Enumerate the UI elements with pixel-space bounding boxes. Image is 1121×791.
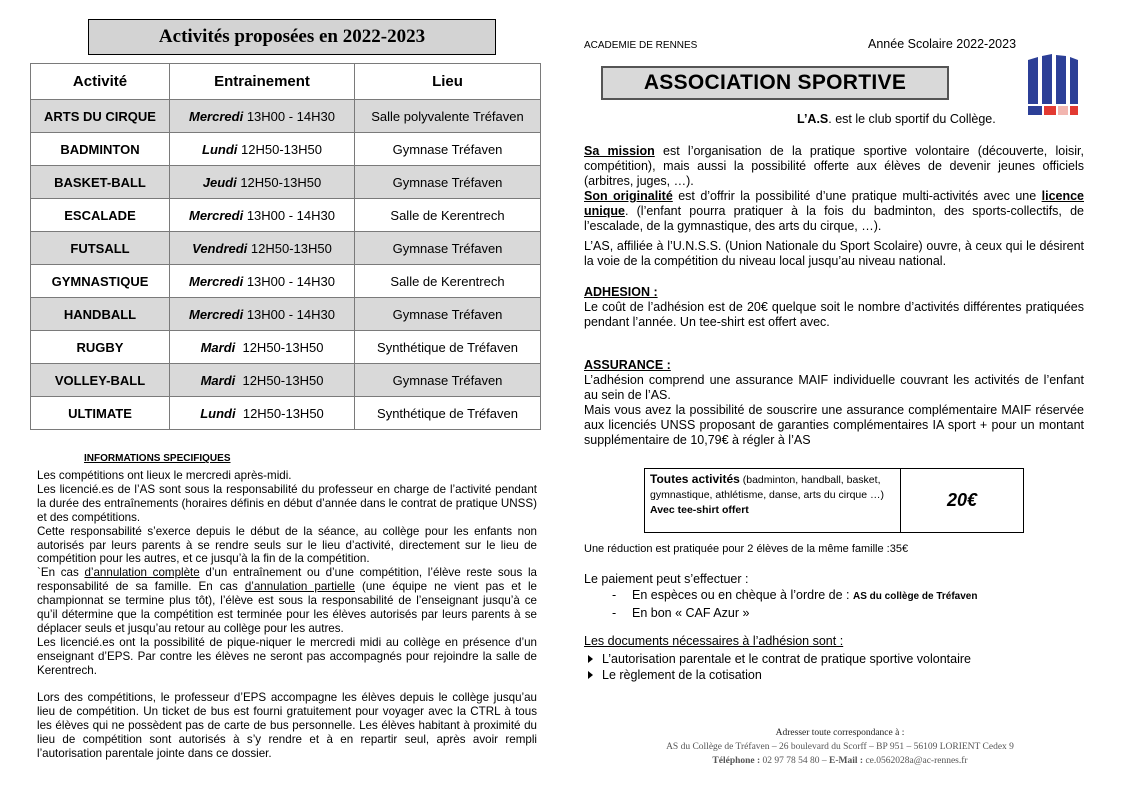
- unss-paragraph: L’AS, affiliée à l’U.N.S.S. (Union Nationale du Sport Scolaire) ouvre, à ceux qui le désirent la voie de la compétition du niveau local jusqu’au niveau national.: [584, 239, 1084, 268]
- list-item: [612, 587, 977, 605]
- info-paragraph: Les compétitions ont lieux le mercredi après-midi.: [37, 469, 292, 482]
- price-table: [644, 468, 1024, 533]
- training-day: Vendredi: [192, 240, 248, 256]
- place-cell: Gymnase Tréfaven: [355, 232, 541, 265]
- activity-cell: BADMINTON: [31, 133, 170, 166]
- activity-cell: FUTSALL: [31, 232, 170, 265]
- club-bold: L’A.S: [797, 112, 829, 126]
- list-item: [588, 651, 971, 667]
- assurance-paragraph: L’adhésion comprend une assurance MAIF individuelle couvrant les activités de l’enfant au sein de l’AS.: [584, 373, 1084, 402]
- logo-bar: [1042, 54, 1052, 104]
- payment-option: En espèces ou en chèque à l’ordre de :: [632, 588, 853, 602]
- list-item: [612, 605, 977, 621]
- originality-paragraph: [584, 189, 1084, 234]
- footer-line: Adresser toute correspondance à :: [775, 728, 905, 738]
- payment-option: En bon « CAF Azur »: [632, 606, 750, 620]
- logo-block: [1044, 106, 1056, 115]
- footer-address: [600, 726, 1080, 768]
- training-day: Mercredi: [189, 306, 244, 322]
- assurance-block: [584, 358, 1084, 448]
- footer-line: AS du Collège de Tréfaven – 26 boulevard du Scorff – BP 951 – 56109 LORIENT Cedex 9: [666, 742, 1014, 752]
- table-row: [31, 298, 541, 331]
- activity-cell: ARTS DU CIRQUE: [31, 100, 170, 133]
- phone-label: Téléphone :: [712, 756, 761, 766]
- info-paragraph: Cette responsabilité s’exerce depuis le début de la séance, au collège pour les enfants non autorisés par leurs parents à se rendre seuls sur le lieu d’activité, directement sur le lieu de compétition pour les autres, et ce jusqu’à la fin de la compétition.: [37, 524, 537, 566]
- schedule-cell: [170, 133, 355, 166]
- training-time: 12H50-13H50: [237, 141, 322, 157]
- place-cell: Gymnase Tréfaven: [355, 166, 541, 199]
- training-time: 12H50-13H50: [235, 405, 324, 421]
- info-text-part: d’un entraînement ou d’une compétition, l’élève reste sous la responsabilité de sa famille. En cas: [37, 566, 538, 594]
- schedule-cell: [170, 100, 355, 133]
- dash-bullet: -: [612, 606, 617, 620]
- info-title: INFORMATIONS SPECIFIQUES: [84, 453, 231, 464]
- info-underlined: d’annulation partielle: [244, 580, 355, 594]
- info-paragraph: Les licencié.es de l’AS sont sous la responsabilité du professeur en charge de l’activité pendant la durée des entraînements (horaires définis en début d’année dans le contrat de pratique UNSS) et des compétitions.: [37, 482, 537, 524]
- table-row: [31, 100, 541, 133]
- schedule-cell: [170, 331, 355, 364]
- schedule-cell: [170, 166, 355, 199]
- triangle-bullet-icon: [588, 655, 593, 663]
- mission-label: Sa mission: [584, 144, 655, 158]
- price-label: Toutes activités: [650, 472, 740, 486]
- activity-cell: ULTIMATE: [31, 397, 170, 430]
- activities-table: [30, 63, 541, 430]
- reduction-note: Une réduction est pratiquée pour 2 élèves de la même famille :35€: [584, 543, 909, 555]
- header-entrainement: Entrainement: [170, 64, 355, 100]
- info-underlined: d’annulation complète: [84, 566, 200, 580]
- logo-block: [1058, 106, 1068, 115]
- schedule-cell: [170, 232, 355, 265]
- training-day: Lundi: [202, 141, 238, 157]
- document-item: Le règlement de la cotisation: [602, 668, 762, 682]
- licence-unique: licence unique: [584, 189, 1085, 218]
- payment-title: Le paiement peut s’effectuer :: [584, 572, 749, 586]
- price-amount: 20€: [946, 490, 978, 510]
- training-day: Jeudi: [202, 174, 237, 190]
- payment-list: [612, 587, 977, 621]
- logo-bar: [1056, 55, 1066, 104]
- document-item: L’autorisation parentale et le contrat de pratique sportive volontaire: [602, 652, 971, 666]
- schedule-cell: [170, 199, 355, 232]
- info-text-part: `En cas: [37, 566, 85, 580]
- mission-paragraph: [584, 144, 1084, 189]
- price-description: [645, 469, 901, 532]
- place-cell: Salle de Kerentrech: [355, 199, 541, 232]
- table-row: [31, 397, 541, 430]
- adhesion-block: [584, 285, 1084, 330]
- price-detail: (badminton, handball, basket, gymnastique, athlétisme, danse, arts du cirque …): [650, 474, 885, 501]
- originality-text: . (l’enfant pourra pratiquer à la fois du badminton, des sports-collectifs, de l’escalade, de la gymnastique, des arts du cirque, …).: [584, 204, 1084, 233]
- email-label: E-Mail :: [829, 756, 864, 766]
- training-day: Mercredi: [189, 273, 244, 289]
- documents-list: [588, 651, 971, 683]
- payment-payee: AS du collège de Tréfaven: [852, 591, 978, 602]
- place-cell: Synthétique de Tréfaven: [355, 331, 541, 364]
- originality-label: Son originalité: [584, 189, 673, 203]
- place-cell: Synthétique de Tréfaven: [355, 397, 541, 430]
- unss-logo: [1025, 54, 1081, 116]
- schedule-cell: [170, 364, 355, 397]
- training-time: 13H00 - 14H30: [243, 108, 335, 124]
- academie-label: ACADEMIE DE RENNES: [584, 40, 698, 51]
- adhesion-title: ADHESION :: [584, 285, 658, 299]
- place-cell: Gymnase Tréfaven: [355, 364, 541, 397]
- training-time: 13H00 - 14H30: [243, 207, 335, 223]
- info-paragraph: Les licencié.es ont la possibilité de pique-niquer le mercredi midi au collège en présence d’un enseignant d’EPS. Par contre les élèves ne seront pas accompagnés pour rejoindre la salle de Kerentrech.: [37, 635, 537, 677]
- triangle-bullet-icon: [588, 671, 593, 679]
- club-rest: . est le club sportif du Collège.: [828, 112, 996, 126]
- schedule-cell: [170, 397, 355, 430]
- schedule-cell: [170, 298, 355, 331]
- table-header-row: [31, 64, 541, 100]
- email-address: ce.0562028a@ac-rennes.fr: [863, 756, 968, 766]
- activity-cell: HANDBALL: [31, 298, 170, 331]
- activity-cell: RUGBY: [31, 331, 170, 364]
- activity-cell: BASKET-BALL: [31, 166, 170, 199]
- assurance-title: ASSURANCE :: [584, 358, 671, 372]
- training-time: 12H50-13H50: [235, 339, 324, 355]
- training-time: 12H50-13H50: [235, 372, 324, 388]
- place-cell: Salle polyvalente Tréfaven: [355, 100, 541, 133]
- documents-title: Les documents nécessaires à l’adhésion sont :: [584, 634, 844, 648]
- info-text: [37, 469, 537, 761]
- logo-block: [1028, 106, 1042, 115]
- training-day: Lundi: [200, 405, 236, 421]
- dash-bullet: -: [612, 588, 617, 602]
- list-item: [588, 667, 971, 683]
- training-time: 12H50-13H50: [236, 174, 322, 190]
- place-cell: Gymnase Tréfaven: [355, 298, 541, 331]
- table-row: [31, 331, 541, 364]
- table-row: [31, 232, 541, 265]
- club-line: [797, 112, 996, 126]
- training-time: 12H50-13H50: [247, 240, 332, 256]
- table-row: [31, 133, 541, 166]
- header-lieu: Lieu: [355, 64, 541, 100]
- activities-title: Activités proposées en 2022-2023: [88, 19, 496, 55]
- place-cell: Salle de Kerentrech: [355, 265, 541, 298]
- place-cell: Gymnase Tréfaven: [355, 133, 541, 166]
- assurance-paragraph: Mais vous avez la possibilité de souscrire une assurance complémentaire MAIF réservée aux licenciés UNSS proposant de garanties complémentaires IA sport + pour un montant supplémentaire de 10,79€ à régler à l’AS: [584, 403, 1084, 447]
- mission-text: est l’organisation de la pratique sportive volontaire (découverte, loisir, compétition), mais aussi la possibilité offerte aux élèves de devenir jeunes officiels (arbitres, juges, …).: [584, 144, 1084, 188]
- activity-cell: ESCALADE: [31, 199, 170, 232]
- training-day: Mardi: [200, 339, 236, 355]
- logo-bar: [1070, 57, 1078, 104]
- activity-cell: GYMNASTIQUE: [31, 265, 170, 298]
- table-row: [31, 265, 541, 298]
- header-activite: Activité: [31, 64, 170, 100]
- training-time: 13H00 - 14H30: [243, 306, 335, 322]
- table-row: [31, 199, 541, 232]
- table-row: [31, 364, 541, 397]
- table-row: [31, 166, 541, 199]
- mission-block: [584, 144, 1084, 269]
- info-text-part: (une équipe ne vient pas et le championnat se termine plus tôt), l’élève est sous la responsabilité de l’enseignant jusqu’à ce qu’il détermine que la compétition est terminée pour les élèves autorisés par leurs parents à se déplacer seuls et jusqu’au retour au collège pour les autres.: [37, 580, 537, 635]
- school-year: Année Scolaire 2022-2023: [868, 37, 1017, 51]
- info-paragraph: Lors des compétitions, le professeur d’EPS accompagne les élèves depuis le collège jusqu’au lieu de compétition. Un ticket de bus est fourni gratuitement pour voyager avec la CTRL à tous les élèves qui ne possèdent pas de carte de bus personnelle. Les élèves habitant à proximité du lieu de compétition sont autorisés à s’y rendre et à en repartir seul, après avoir rempli l’autorisation parentale jointe dans ce dossier.: [37, 691, 537, 761]
- training-day: Mercredi: [189, 108, 244, 124]
- association-title: ASSOCIATION SPORTIVE: [601, 66, 949, 100]
- schedule-cell: [170, 265, 355, 298]
- activity-cell: VOLLEY-BALL: [31, 364, 170, 397]
- price-tshirt: Avec tee-shirt offert: [650, 504, 749, 516]
- adhesion-text: Le coût de l’adhésion est de 20€ quelque soit le nombre d’activités différentes pratiquées pendant l’année. Un tee-shirt est offert avec.: [584, 300, 1084, 329]
- footer-contact: [600, 754, 1080, 768]
- originality-text: est d’offrir la possibilité d’une pratique multi-activités avec une: [672, 189, 1042, 203]
- training-day: Mercredi: [189, 207, 244, 223]
- training-day: Mardi: [200, 372, 236, 388]
- info-paragraph-annulation: [37, 566, 537, 636]
- logo-block: [1070, 106, 1078, 115]
- training-time: 13H00 - 14H30: [243, 273, 335, 289]
- logo-bar: [1028, 57, 1038, 104]
- phone-number: 02 97 78 54 80 –: [760, 756, 830, 766]
